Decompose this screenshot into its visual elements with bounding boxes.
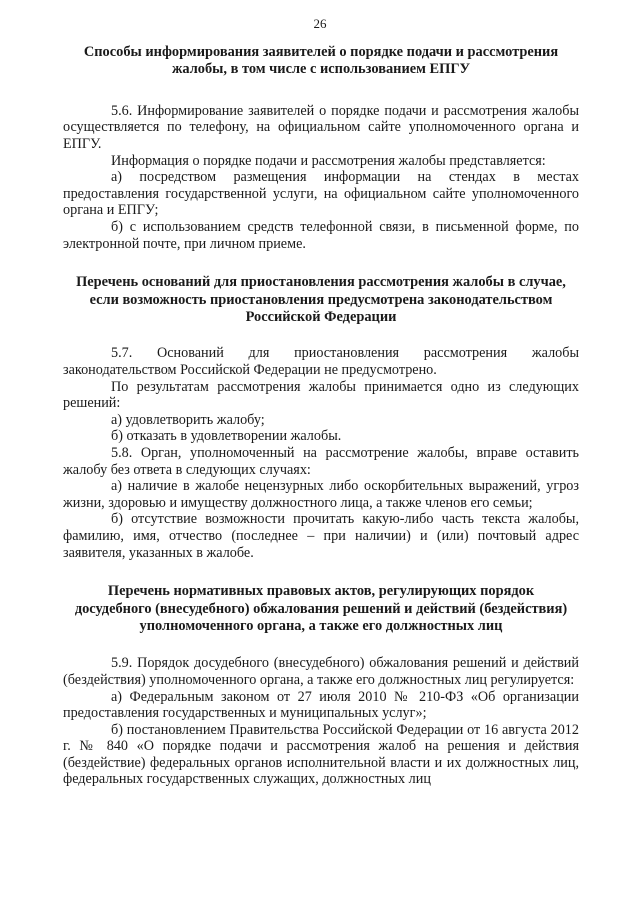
- list-item: а) посредством размещения информации на стендах в местах предоставления государственной услуги, на официальном сайте уполномоченного органа и ЕПГУ;: [63, 169, 579, 219]
- list-item: а) наличие в жалобе нецензурных либо оскорбительных выражений, угроз жизни, здоровью и имуществу должностного лица, а также членов его семьи;: [63, 478, 579, 511]
- list-item: б) отказать в удовлетворении жалобы.: [111, 428, 342, 445]
- section-heading-suspension-grounds: Перечень оснований для приостановления рассмотрения жалобы в случае, если возможность приостановления предусмотрена законодательством Российской Федерации: [76, 274, 566, 325]
- page-number: 26: [313, 16, 327, 31]
- paragraph: 5.9. Порядок досудебного (внесудебного) обжалования решений и действий (бездействия) уполномоченного органа, а также его должностных лиц регулируется:: [63, 655, 579, 688]
- paragraph: 5.8. Орган, уполномоченный на рассмотрение жалобы, вправе оставить жалобу без ответа в следующих случаях:: [63, 444, 579, 478]
- paragraph: По результатам рассмотрения жалобы принимается одно из следующих решений:: [63, 378, 579, 412]
- section-heading-legal-acts: Перечень нормативных правовых актов, регулирующих порядок досудебного (внесудебного) обжалования решений и действий (бездействия) уполномоченного органа, а также его должностных лиц: [74, 583, 568, 634]
- paragraph: 5.6. Информирование заявителей о порядке подачи и рассмотрения жалобы осуществляется по телефону, на официальном сайте уполномоченного органа и ЕПГУ.: [63, 102, 579, 152]
- paragraph: Информация о порядке подачи и рассмотрения жалобы представляется:: [111, 152, 546, 169]
- list-item: а) Федеральным законом от 27 июля 2010 № 210-ФЗ «Об организации предоставления государственных и муниципальных услуг»;: [63, 688, 579, 722]
- list-item: б) постановлением Правительства Российской Федерации от 16 августа 2012 г. № 840 «О порядке подачи и рассмотрения жалоб на решения и действия (бездействие) федеральных органов исполнительной власти и их должностных лиц, федеральных государственных служащих, должностных лиц: [63, 721, 579, 788]
- section-heading-informing: Способы информирования заявителей о порядке подачи и рассмотрения жалобы, в том числе с использованием ЕПГУ: [83, 44, 559, 78]
- document-body: [63, 44, 579, 788]
- list-item: б) отсутствие возможности прочитать какую-либо часть текста жалобы, фамилию, имя, отчество (последнее – при наличии) и (или) почтовый адрес заявителя, указанных в жалобе.: [63, 511, 579, 561]
- paragraph: 5.7. Оснований для приостановления рассмотрения жалобы законодательством Российской Федерации не предусмотрено.: [63, 345, 579, 378]
- list-item: а) удовлетворить жалобу;: [111, 411, 265, 428]
- list-item: б) с использованием средств телефонной связи, в письменной форме, по электронной почте, при личном приеме.: [63, 218, 579, 252]
